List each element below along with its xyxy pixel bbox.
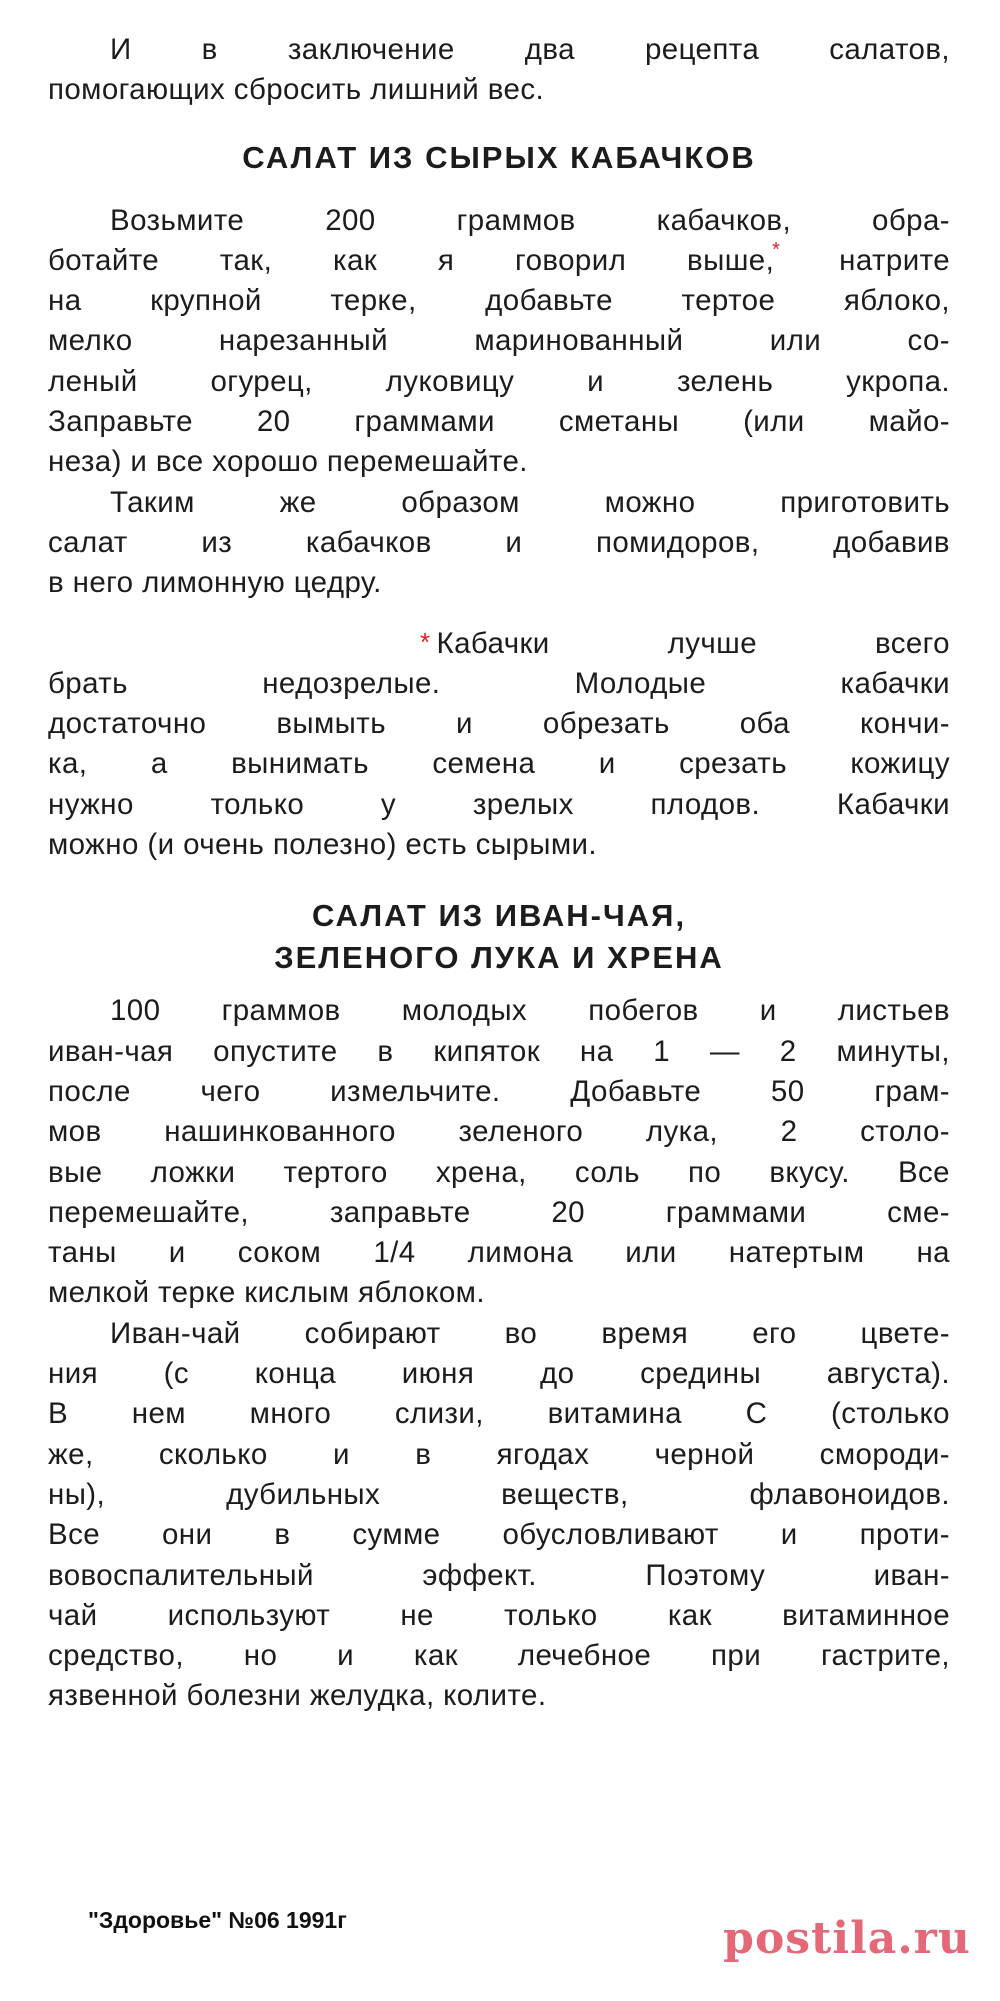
note-line-1	[48, 624, 950, 664]
s1-p1-line-7: неза) и все хорошо перемешайте.	[48, 445, 528, 479]
section-2-title-line-1: САЛАТ ИЗ ИВАН-ЧАЯ,	[311, 898, 687, 934]
s2-p2-line-2: ния (с конца июня до средины августа).	[48, 1357, 950, 1391]
s1-p1-line-1: Возьмите 200 граммов кабачков, обра-	[110, 203, 950, 237]
s2-p1-line-8: мелкой терке кислым яблоком.	[48, 1276, 485, 1310]
watermark-logo: postila.ru	[723, 1912, 971, 1964]
section-2-title-line-2: ЗЕЛЕНОГО ЛУКА И ХРЕНА	[274, 940, 724, 976]
s2-p2-line-6: Все они в сумме обусловливают и проти-	[48, 1518, 950, 1552]
s2-p2-line-4: же, сколько и в ягодах черной смороди-	[48, 1437, 950, 1471]
article	[48, 30, 950, 1717]
s1-p1-line-4: мелко нарезанный маринованный или со-	[48, 324, 950, 358]
note-line-1-text: Кабачки лучше всего	[436, 626, 950, 660]
s1-p1-line-3: на крупной терке, добавьте тертое яблоко,	[48, 284, 950, 318]
s1-p2-line-3: в него лимонную цедру.	[48, 566, 382, 600]
s2-p2-line-7: вовоспалительный эффект. Поэтому иван-	[48, 1558, 950, 1592]
s1-p1-line-2-start: ботайте так, как я говорил выше,	[48, 243, 775, 277]
intro-line-2: помогающих сбросить лишний вес.	[48, 73, 545, 107]
s1-p2-line-2: салат из кабачков и помидоров, добавив	[48, 525, 950, 559]
s1-p1-line-2	[48, 238, 950, 281]
s1-p1-line-6: Заправьте 20 граммами сметаны (или майо-	[48, 405, 950, 439]
note-footnote-mark: *	[420, 626, 431, 657]
s2-p2-line-5: ны), дубильных веществ, флавоноидов.	[48, 1477, 950, 1511]
note-line-6: можно (и очень полезно) есть сырыми.	[48, 828, 597, 862]
s2-p2-line-3: В нем много слизи, витамина С (столько	[48, 1397, 950, 1431]
note-line-3: достаточно вымыть и обрезать оба кончи-	[48, 707, 950, 741]
s1-p2-line-1: Таким же образом можно приготовить	[110, 485, 950, 519]
note-line-4: ка, а вынимать семена и срезать кожицу	[48, 747, 950, 781]
s2-p2-line-9: средство, но и как лечебное при гастрите,	[48, 1639, 950, 1673]
s2-p1-line-7: таны и соком 1/4 лимона или натертым на	[48, 1236, 950, 1270]
section-1-title: САЛАТ ИЗ СЫРЫХ КАБАЧКОВ	[242, 139, 756, 175]
s2-p1-line-6: перемешайте, заправьте 20 граммами сме-	[48, 1195, 950, 1229]
s2-p2-line-10: язвенной болезни желудка, колите.	[48, 1679, 547, 1713]
intro-line-1: И в заключение два рецепта салатов,	[110, 33, 950, 66]
s1-p1-line-2-end: натрите	[778, 243, 950, 277]
s2-p1-line-4: мов нашинкованного зеленого лука, 2 столо-	[48, 1115, 950, 1149]
s2-p1-line-3: после чего измельчите. Добавьте 50 грам-	[48, 1074, 950, 1108]
s2-p1-line-2: иван-чая опустите в кипяток на 1 — 2 минуты,	[48, 1034, 950, 1068]
source-caption: "Здоровье" №06 1991г	[88, 1907, 347, 1933]
note-line-2: брать недозрелые. Молодые кабачки	[48, 666, 950, 700]
s2-p2-line-1: Иван-чай собирают во время его цвете-	[110, 1316, 950, 1350]
s2-p1-line-1: 100 граммов молодых побегов и листьев	[110, 994, 950, 1028]
s1-p1-line-5: леный огурец, луковицу и зелень укропа.	[48, 364, 950, 398]
footnote-mark: *	[772, 238, 781, 261]
note-line-5: нужно только у зрелых плодов. Кабачки	[48, 787, 950, 821]
s2-p1-line-5: вые ложки тертого хрена, соль по вкусу. Все	[48, 1155, 950, 1189]
s2-p2-line-8: чай используют не только как витаминное	[48, 1598, 950, 1632]
